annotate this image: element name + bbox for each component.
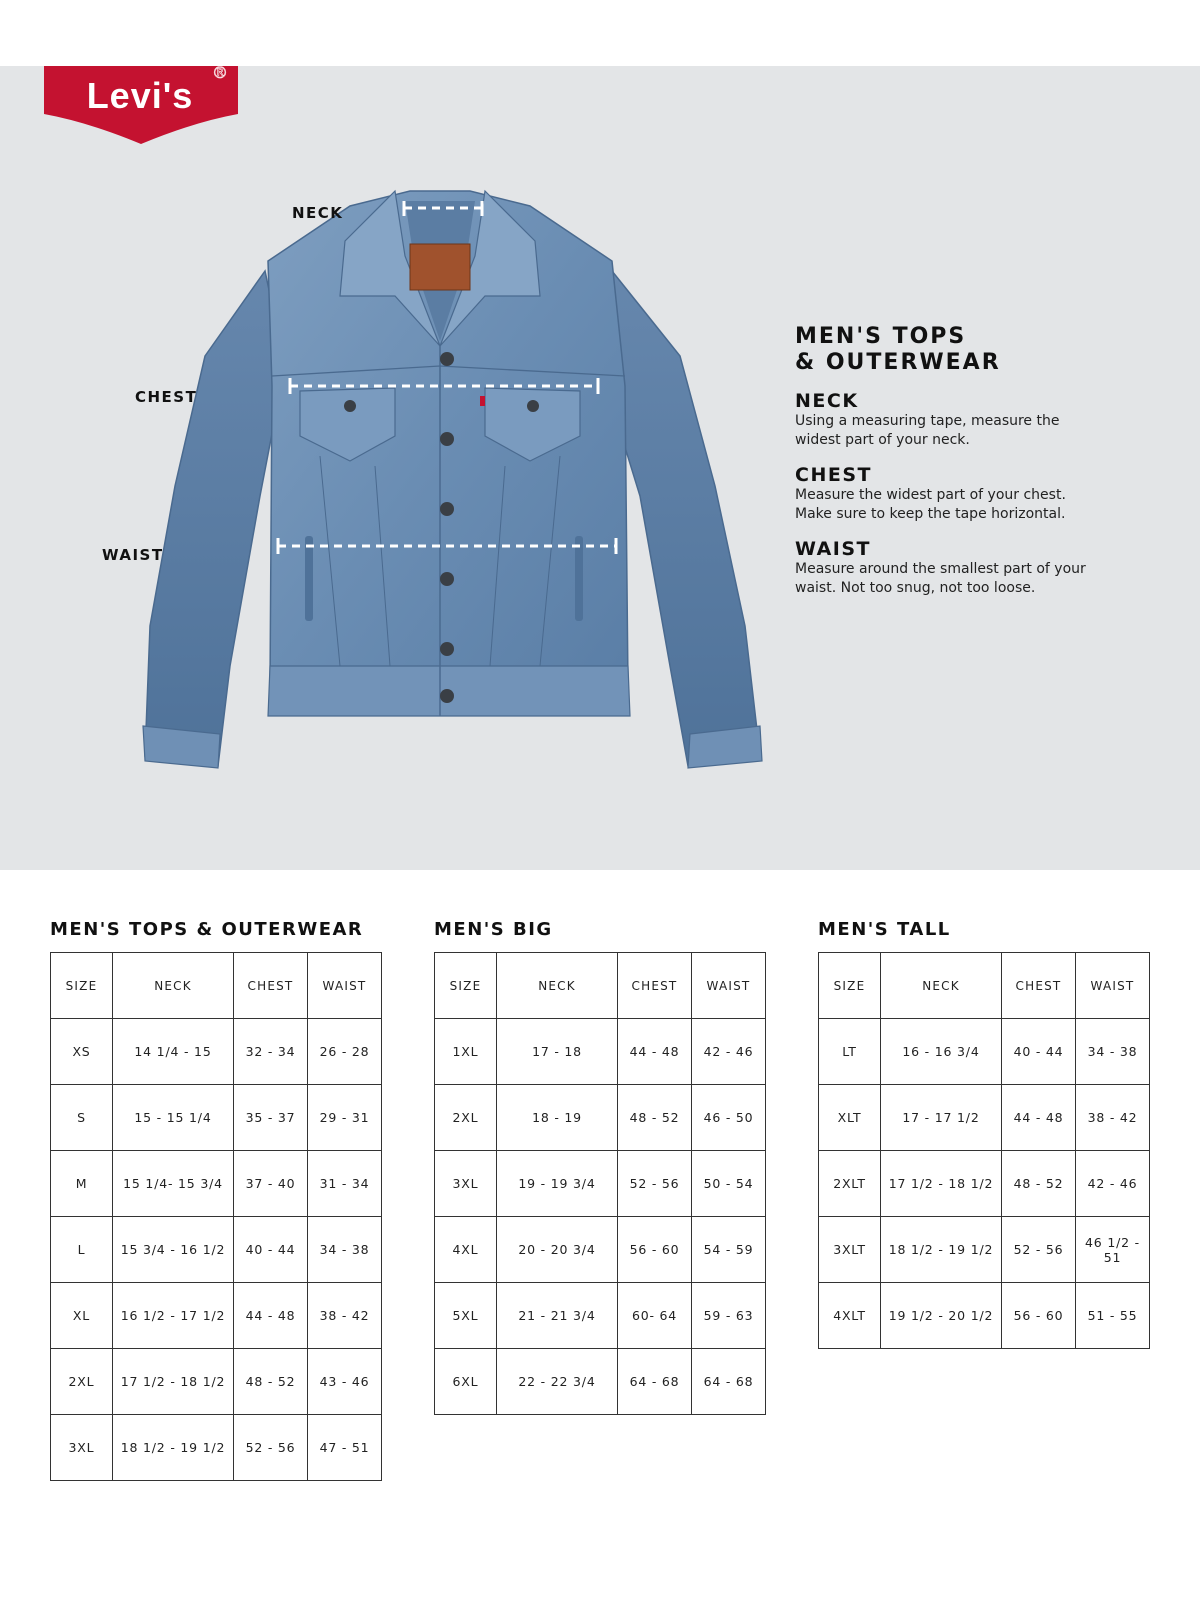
table-row: [819, 1151, 1150, 1217]
cell-size: LT: [819, 1019, 881, 1085]
guide-description: Measure around the smallest part of your waist. Not too snug, not too loose.: [795, 561, 1086, 596]
cell-size: 4XLT: [819, 1283, 881, 1349]
table-header-row: [435, 953, 766, 1019]
header-size: SIZE: [435, 953, 497, 1019]
cell-chest: 44 - 48: [618, 1019, 692, 1085]
table-header-row: [819, 953, 1150, 1019]
cell-neck: 19 1/2 - 20 1/2: [881, 1283, 1002, 1349]
cell-neck: 21 - 21 3/4: [497, 1283, 618, 1349]
chest-label: CHEST: [135, 388, 198, 406]
cell-chest: 48 - 52: [618, 1085, 692, 1151]
cell-neck: 17 - 18: [497, 1019, 618, 1085]
size-table: [434, 952, 766, 1415]
cell-waist: 31 - 34: [308, 1151, 382, 1217]
table-row: [435, 1349, 766, 1415]
guide-heading: WAIST: [795, 538, 872, 560]
cell-neck: 15 1/4- 15 3/4: [113, 1151, 234, 1217]
table-row: [51, 1349, 382, 1415]
cell-size: XLT: [819, 1085, 881, 1151]
cell-waist: 38 - 42: [308, 1283, 382, 1349]
cell-waist: 46 - 50: [692, 1085, 766, 1151]
cell-size: XL: [51, 1283, 113, 1349]
guide-item-neck: [795, 390, 1175, 450]
svg-text:®: ®: [212, 66, 228, 82]
header-chest: CHEST: [234, 953, 308, 1019]
cell-size: S: [51, 1085, 113, 1151]
size-table-tops-outerwear: [50, 918, 382, 1481]
header-chest: CHEST: [618, 953, 692, 1019]
cell-waist: 46 1/2 - 51: [1076, 1217, 1150, 1283]
cell-size: 5XL: [435, 1283, 497, 1349]
cell-neck: 14 1/4 - 15: [113, 1019, 234, 1085]
cell-chest: 52 - 56: [618, 1151, 692, 1217]
cell-waist: 42 - 46: [692, 1019, 766, 1085]
cell-size: 6XL: [435, 1349, 497, 1415]
cell-neck: 16 1/2 - 17 1/2: [113, 1283, 234, 1349]
cell-neck: 17 1/2 - 18 1/2: [113, 1349, 234, 1415]
cell-neck: 17 1/2 - 18 1/2: [881, 1151, 1002, 1217]
table-row: [435, 1217, 766, 1283]
cell-waist: 59 - 63: [692, 1283, 766, 1349]
cell-waist: 38 - 42: [1076, 1085, 1150, 1151]
svg-text:Levi's: Levi's: [86, 75, 194, 116]
guide-heading: NECK: [795, 390, 859, 412]
guide-description: Using a measuring tape, measure the widest part of your neck.: [795, 413, 1060, 448]
cell-neck: 22 - 22 3/4: [497, 1349, 618, 1415]
table-title: MEN'S BIG: [434, 919, 553, 940]
cell-chest: 40 - 44: [234, 1217, 308, 1283]
cell-neck: 20 - 20 3/4: [497, 1217, 618, 1283]
cell-chest: 56 - 60: [1002, 1283, 1076, 1349]
cell-chest: 35 - 37: [234, 1085, 308, 1151]
cell-chest: 48 - 52: [234, 1349, 308, 1415]
header-neck: NECK: [881, 953, 1002, 1019]
cell-neck: 15 3/4 - 16 1/2: [113, 1217, 234, 1283]
cell-waist: 29 - 31: [308, 1085, 382, 1151]
header-waist: WAIST: [1076, 953, 1150, 1019]
cell-waist: 26 - 28: [308, 1019, 382, 1085]
cell-chest: 52 - 56: [234, 1415, 308, 1481]
table-row: [51, 1217, 382, 1283]
table-row: [51, 1019, 382, 1085]
cell-chest: 48 - 52: [1002, 1151, 1076, 1217]
table-row: [51, 1283, 382, 1349]
cell-size: 1XL: [435, 1019, 497, 1085]
cell-size: XS: [51, 1019, 113, 1085]
cell-chest: 60- 64: [618, 1283, 692, 1349]
size-table-big: [434, 918, 766, 1415]
header-chest: CHEST: [1002, 953, 1076, 1019]
table-row: [51, 1415, 382, 1481]
cell-size: M: [51, 1151, 113, 1217]
hero-section: [0, 66, 1200, 870]
table-header-row: [51, 953, 382, 1019]
cell-size: 4XL: [435, 1217, 497, 1283]
cell-waist: 43 - 46: [308, 1349, 382, 1415]
cell-size: 3XL: [435, 1151, 497, 1217]
cell-chest: 44 - 48: [1002, 1085, 1076, 1151]
cell-size: 2XL: [435, 1085, 497, 1151]
table-row: [51, 1151, 382, 1217]
cell-waist: 54 - 59: [692, 1217, 766, 1283]
table-row: [435, 1151, 766, 1217]
cell-size: 3XLT: [819, 1217, 881, 1283]
table-row: [819, 1217, 1150, 1283]
cell-neck: 18 1/2 - 19 1/2: [113, 1415, 234, 1481]
guide-heading: CHEST: [795, 464, 872, 486]
header-size: SIZE: [51, 953, 113, 1019]
cell-waist: 50 - 54: [692, 1151, 766, 1217]
cell-neck: 18 1/2 - 19 1/2: [881, 1217, 1002, 1283]
size-table: [818, 952, 1150, 1349]
cell-size: 2XL: [51, 1349, 113, 1415]
table-row: [819, 1019, 1150, 1085]
cell-chest: 37 - 40: [234, 1151, 308, 1217]
guide-item-waist: [795, 538, 1175, 598]
cell-chest: 52 - 56: [1002, 1217, 1076, 1283]
size-table-tall: [818, 918, 1150, 1349]
guide-title: MEN'S TOPS & OUTERWEAR: [795, 324, 1001, 375]
table-row: [435, 1283, 766, 1349]
header-waist: WAIST: [692, 953, 766, 1019]
guide-description: Measure the widest part of your chest. Make sure to keep the tape horizontal.: [795, 487, 1066, 522]
levis-logo: [44, 66, 244, 146]
table-row: [435, 1019, 766, 1085]
cell-chest: 44 - 48: [234, 1283, 308, 1349]
cell-waist: 42 - 46: [1076, 1151, 1150, 1217]
waist-label: WAIST: [102, 546, 164, 564]
cell-size: 3XL: [51, 1415, 113, 1481]
cell-neck: 15 - 15 1/4: [113, 1085, 234, 1151]
cell-neck: 19 - 19 3/4: [497, 1151, 618, 1217]
cell-waist: 47 - 51: [308, 1415, 382, 1481]
cell-chest: 64 - 68: [618, 1349, 692, 1415]
table-row: [435, 1085, 766, 1151]
cell-waist: 34 - 38: [308, 1217, 382, 1283]
header-neck: NECK: [497, 953, 618, 1019]
cell-chest: 40 - 44: [1002, 1019, 1076, 1085]
header-size: SIZE: [819, 953, 881, 1019]
table-row: [819, 1283, 1150, 1349]
cell-waist: 64 - 68: [692, 1349, 766, 1415]
header-waist: WAIST: [308, 953, 382, 1019]
guide-item-chest: [795, 464, 1175, 524]
header-neck: NECK: [113, 953, 234, 1019]
cell-chest: 32 - 34: [234, 1019, 308, 1085]
cell-neck: 18 - 19: [497, 1085, 618, 1151]
size-table: [50, 952, 382, 1481]
neck-label: NECK: [292, 204, 344, 222]
cell-chest: 56 - 60: [618, 1217, 692, 1283]
cell-waist: 51 - 55: [1076, 1283, 1150, 1349]
cell-size: 2XLT: [819, 1151, 881, 1217]
cell-waist: 34 - 38: [1076, 1019, 1150, 1085]
table-row: [51, 1085, 382, 1151]
cell-neck: 17 - 17 1/2: [881, 1085, 1002, 1151]
measure-guide: [795, 324, 1175, 598]
cell-neck: 16 - 16 3/4: [881, 1019, 1002, 1085]
cell-size: L: [51, 1217, 113, 1283]
table-title: MEN'S TOPS & OUTERWEAR: [50, 919, 364, 940]
table-row: [819, 1085, 1150, 1151]
table-title: MEN'S TALL: [818, 919, 951, 940]
